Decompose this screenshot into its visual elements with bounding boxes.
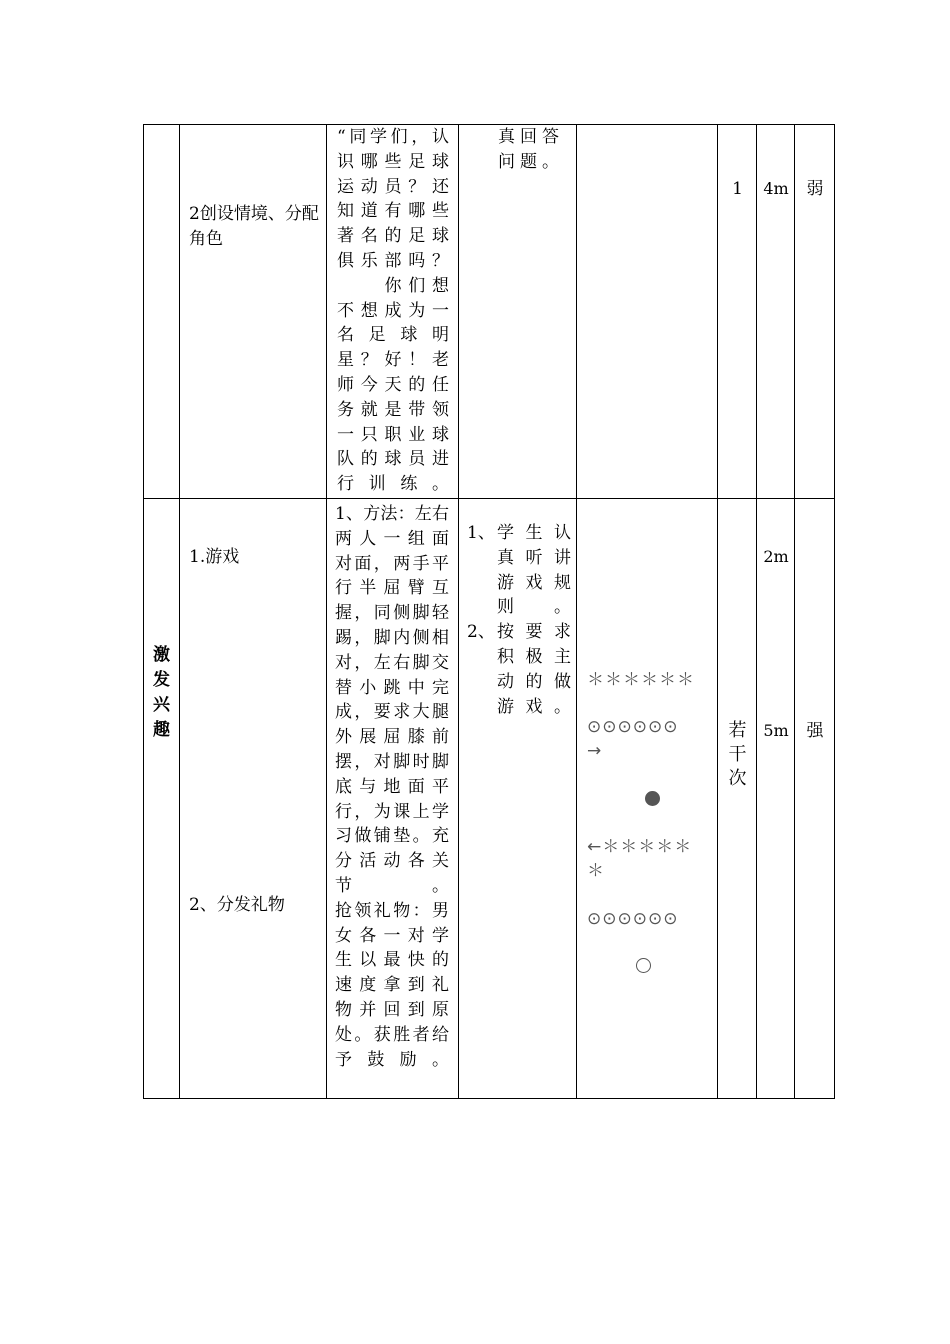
diagram-stars-top: ＊＊＊＊＊＊	[587, 670, 695, 690]
intensity-cell	[795, 125, 835, 499]
stage-cell	[144, 499, 180, 1099]
teacher-activity-line: 成，要求大腿	[335, 702, 449, 723]
list-item	[467, 620, 571, 719]
teacher-activity-line: 星？好！老	[337, 350, 449, 371]
list-item-line: 学生认	[497, 523, 571, 543]
teacher-activity-text	[335, 502, 449, 1072]
teacher-activity-line: 速度拿到礼	[335, 975, 449, 996]
table-row	[144, 499, 835, 1099]
student-activity-line: 真回答	[498, 127, 564, 147]
content-cell	[180, 499, 327, 1099]
teacher-activity-line: 行半屈臂互	[335, 578, 449, 599]
times-char: 次	[728, 768, 747, 789]
teacher-activity-text	[337, 125, 449, 497]
teacher-activity-line: 俱乐部吗？	[337, 250, 449, 271]
diagram-arrow-right-icon: →	[587, 741, 603, 761]
student-activity-text	[498, 125, 570, 175]
teacher-activity-line: 1、方法：左右	[335, 504, 449, 524]
student-activity-line: 问题。	[498, 151, 564, 172]
list-item-line: 则。	[497, 597, 571, 618]
organization-cell	[577, 499, 718, 1099]
times-value: 1	[732, 179, 743, 199]
teacher-activity-line: 摆，对脚时脚	[335, 751, 449, 772]
times-char: 若	[728, 720, 747, 741]
stage-char: 激	[153, 645, 170, 665]
times-cell	[718, 125, 757, 499]
stage-cell	[144, 125, 180, 499]
teacher-activity-line: 踢，脚内侧相	[335, 627, 449, 648]
stage-char: 发	[153, 670, 170, 690]
teacher-activity-line: 著名的足球	[337, 226, 449, 247]
teacher-activity-line: 务就是带领	[337, 399, 449, 420]
teacher-activity-line: 对面，两手平	[335, 553, 449, 574]
teacher-activity-cell	[327, 499, 459, 1099]
teacher-activity-line: 师今天的任	[337, 374, 449, 395]
teacher-activity-line: 行训练。	[337, 474, 449, 495]
teacher-activity-line: 两人一组面	[335, 528, 449, 549]
teacher-activity-line: 名足球明	[337, 325, 449, 346]
content-cell	[180, 125, 327, 499]
intensity-value: 弱	[806, 179, 824, 199]
teacher-activity-line: 知道有哪些	[337, 201, 449, 222]
list-item-line: 按要求	[497, 622, 571, 643]
organization-cell	[577, 125, 718, 499]
list-item-text	[497, 620, 571, 719]
list-item-line: 游戏规	[497, 572, 571, 593]
teacher-activity-line: 分活动各关	[335, 851, 449, 872]
diagram-circles-top: ⊙⊙⊙⊙⊙⊙	[587, 717, 679, 737]
times-value	[718, 719, 757, 791]
teacher-activity-line: 一只职业球	[337, 424, 449, 445]
student-activity-list	[467, 521, 571, 719]
teacher-activity-line: 抢领礼物：男	[335, 900, 449, 921]
intensity-cell	[795, 499, 835, 1099]
teacher-activity-line: 外展屈膝前	[335, 727, 449, 748]
teacher-activity-line: 握，同侧脚轻	[335, 603, 449, 624]
diagram-circles-bottom: ⊙⊙⊙⊙⊙⊙	[587, 909, 679, 929]
times-char: 干	[728, 744, 747, 765]
lesson-plan-table	[143, 124, 835, 1099]
list-item	[467, 521, 571, 620]
duration-cell	[757, 499, 795, 1099]
teacher-activity-line: 识哪些足球	[337, 151, 449, 172]
teacher-activity-line: 节。	[335, 875, 449, 896]
teacher-activity-line: 运动员？还	[337, 176, 449, 197]
stage-char: 趣	[153, 720, 170, 740]
duration-mid: 5m	[763, 721, 789, 740]
teacher-activity-line: 习做铺垫。充	[335, 826, 449, 847]
intensity-value: 强	[806, 721, 824, 741]
diagram-arrow-left-stars: ←＊＊＊＊＊	[587, 837, 693, 857]
list-item-number: 2、	[467, 622, 495, 643]
teacher-activity-line: 队的球员进	[337, 449, 449, 470]
list-item-line: 动的做	[497, 671, 571, 692]
diagram-star-single: ＊	[587, 861, 605, 881]
teacher-activity-line: 对，左右脚交	[335, 652, 449, 673]
student-activity-cell	[459, 499, 577, 1099]
list-item-line: 游戏。	[497, 696, 571, 717]
teacher-activity-line: 予鼓励。	[335, 1049, 449, 1070]
teacher-activity-line: 女各一对学	[335, 925, 449, 946]
ball-filled-icon	[645, 791, 660, 806]
teacher-activity-line: 行，为课上学	[335, 801, 449, 822]
duration-cell	[757, 125, 795, 499]
content-gift: 2、分发礼物	[189, 895, 285, 915]
list-item-line: 真听讲	[497, 547, 571, 568]
table-row	[144, 125, 835, 499]
teacher-activity-line: 替小跳中完	[335, 677, 449, 698]
teacher-activity-cell	[327, 125, 459, 499]
list-item-number: 1、	[467, 523, 495, 543]
teacher-activity-line: 底与地面平	[335, 776, 449, 797]
list-item-line: 积极主	[497, 646, 571, 667]
stage-char: 兴	[153, 695, 170, 715]
teacher-activity-line: 生以最快的	[335, 950, 449, 971]
duration-value: 4m	[763, 179, 789, 198]
times-cell	[718, 499, 757, 1099]
stage-label	[144, 643, 179, 743]
teacher-activity-line: 不想成为一	[337, 300, 449, 321]
gift-circle-icon	[636, 958, 651, 973]
teacher-activity-line: 物并回到原	[335, 999, 449, 1020]
duration-top: 2m	[763, 547, 789, 566]
content-game: 1.游戏	[189, 547, 240, 567]
teacher-activity-line: 处。获胜者给	[335, 1024, 449, 1045]
student-activity-cell	[459, 125, 577, 499]
teacher-activity-line: “同学们，认	[337, 127, 449, 147]
teacher-activity-line: 你们想	[337, 275, 449, 296]
list-item-text	[497, 521, 571, 620]
content-text: 2创设情境、分配角色	[189, 204, 319, 249]
